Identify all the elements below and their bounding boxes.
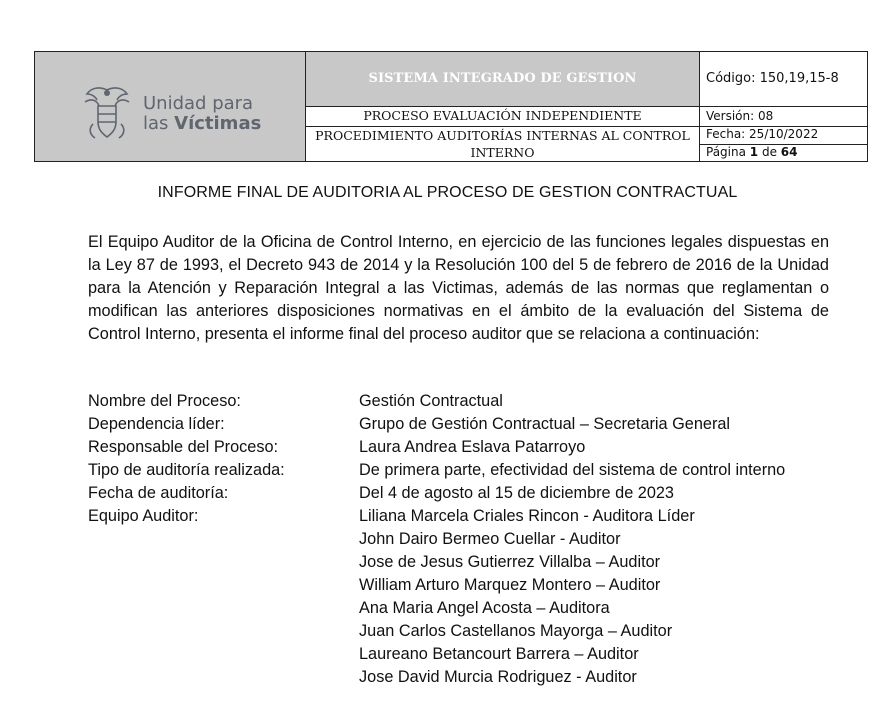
detail-label xyxy=(88,551,359,574)
detail-row xyxy=(88,482,848,505)
page-number: Página 1 de 64 xyxy=(700,144,868,162)
detail-value: John Dairo Bermeo Cuellar - Auditor xyxy=(359,530,621,548)
detail-row xyxy=(88,413,848,436)
detail-label xyxy=(88,597,359,620)
detail-value: Liliana Marcela Criales Rincon - Auditora Líder xyxy=(359,507,695,525)
detail-value: Juan Carlos Castellanos Mayorga – Auditor xyxy=(359,622,673,640)
detail-row xyxy=(88,459,848,482)
detail-label: Equipo Auditor: xyxy=(88,507,199,525)
coat-of-arms-icon xyxy=(81,84,133,144)
detail-row xyxy=(88,505,848,528)
document-header-table xyxy=(34,51,868,162)
logo-cell xyxy=(35,52,306,162)
detail-label xyxy=(88,574,359,597)
detail-row xyxy=(88,666,848,689)
detail-value: Ana Maria Angel Acosta – Auditora xyxy=(359,599,610,617)
detail-row xyxy=(88,551,848,574)
system-banner: SISTEMA INTEGRADO DE GESTION xyxy=(306,52,700,107)
logo-line-1: Unidad para xyxy=(143,93,254,114)
detail-value: Gestión Contractual xyxy=(359,392,503,410)
document-date: Fecha: 25/10/2022 xyxy=(700,127,868,145)
detail-label: Responsable del Proceso: xyxy=(88,438,279,456)
detail-value: William Arturo Marquez Montero – Auditor xyxy=(359,576,661,594)
detail-value: De primera parte, efectividad del sistema de control interno xyxy=(359,461,786,479)
detail-label xyxy=(88,666,359,689)
report-title: INFORME FINAL DE AUDITORIA AL PROCESO DE GESTION CONTRACTUAL xyxy=(157,184,738,201)
detail-row xyxy=(88,620,848,643)
detail-label: Nombre del Proceso: xyxy=(88,392,241,410)
detail-row xyxy=(88,390,848,413)
detail-label: Dependencia líder: xyxy=(88,415,225,433)
intro-paragraph: El Equipo Auditor de la Oficina de Control Interno, en ejercicio de las funciones legales dispuestas en la Ley 87 de 1993, el Decreto 943 de 2014 y la Resolución 100 del 5 de febrero de 2016 de la Unidad para la Atención y Reparación Integral a las Victimas, además de las normas que reglamentan o modifican las anteriores disposiciones normativas en el ámbito de la evaluación del Sistema de Control Interno, presenta el informe final del proceso auditor que se relaciona a continuación: xyxy=(88,233,829,343)
detail-value: Laura Andrea Eslava Patarroyo xyxy=(359,438,586,456)
detail-value: Laureano Betancourt Barrera – Auditor xyxy=(359,645,639,663)
audit-details-list xyxy=(88,390,848,689)
document-version: Versión: 08 xyxy=(700,107,868,127)
detail-label: Tipo de auditoría realizada: xyxy=(88,461,285,479)
detail-row xyxy=(88,597,848,620)
detail-label xyxy=(88,643,359,666)
detail-value: Jose David Murcia Rodriguez - Auditor xyxy=(359,668,637,686)
detail-row xyxy=(88,436,848,459)
detail-row xyxy=(88,643,848,666)
process-name: PROCESO EVALUACIÓN INDEPENDIENTE xyxy=(306,107,700,127)
detail-value: Jose de Jesus Gutierrez Villalba – Auditor xyxy=(359,553,661,571)
detail-row xyxy=(88,528,848,551)
detail-value: Del 4 de agosto al 15 de diciembre de 2023 xyxy=(359,484,674,502)
logo-line-2: las Víctimas xyxy=(143,113,262,134)
unidad-victimas-logo xyxy=(81,84,261,144)
document-code: Código: 150,19,15-8 xyxy=(700,52,868,107)
detail-label xyxy=(88,620,359,643)
procedure-name: PROCEDIMIENTO AUDITORÍAS INTERNAS AL CONTROL INTERNO xyxy=(306,127,700,162)
detail-row xyxy=(88,574,848,597)
detail-label: Fecha de auditoría: xyxy=(88,484,229,502)
detail-value: Grupo de Gestión Contractual – Secretaria General xyxy=(359,415,731,433)
detail-label xyxy=(88,528,359,551)
